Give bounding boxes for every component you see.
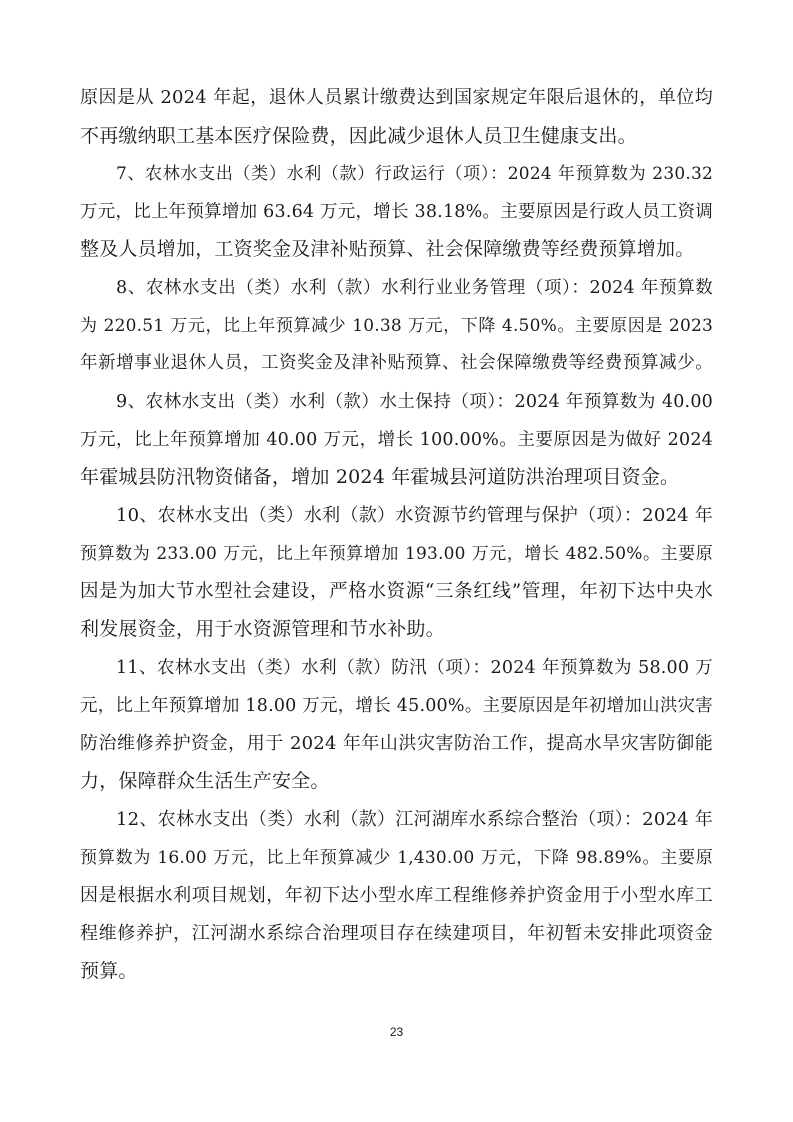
paragraph-line: 防治维修养护资金，用于 2024 年年山洪灾害防治工作，提高水旱灾害防御能 [80, 733, 713, 754]
paragraph-line: 原因是从 2024 年起，退休人员累计缴费达到国家规定年限后退休的，单位均 [80, 87, 713, 108]
page-number: 23 [389, 1025, 404, 1039]
paragraph-line: 为 220.51 万元，比上年预算减少 10.38 万元，下降 4.50%。主要原因是 2023 [80, 316, 713, 336]
paragraph-line: 年新增事业退休人员，工资奖金及津补贴预算、社会保障缴费等经费预算减少。 [80, 353, 713, 373]
paragraph-line: 预算。 [80, 960, 138, 982]
paragraph-line: 预算数为 16.00 万元，比上年预算减少 1,430.00 万元，下降 98.89%。主要原 [80, 848, 713, 868]
paragraph-line: 因是为加大节水型社会建设，严格水资源“三条红线”管理，年初下达中央水 [80, 581, 713, 602]
paragraph-line: 万元，比上年预算增加 40.00 万元，增长 100.00%。主要原因是为做好 2024 [80, 430, 713, 450]
paragraph-line: 12、农林水支出（类）水利（款）江河湖库水系综合整治（项）：2024 年 [116, 809, 713, 830]
paragraph-line: 9、农林水支出（类）水利（款）水土保持（项）：2024 年预算数为 40.00 [116, 392, 713, 412]
paragraph-line: 力，保障群众生活生产安全。 [80, 770, 330, 792]
paragraph-line: 预算数为 233.00 万元，比上年预算增加 193.00 万元，增长 482.50%。主要原 [80, 544, 713, 564]
paragraph-line: 7、农林水支出（类）水利（款）行政运行（项）：2024 年预算数为 230.32 [116, 164, 713, 184]
paragraph-line: 8、农林水支出（类）水利（款）水利行业业务管理（项）：2024 年预算数 [116, 278, 713, 298]
paragraph-line: 整及人员增加，工资奖金及津补贴预算、社会保障缴费等经费预算增加。 [80, 238, 695, 260]
paragraph-line: 万元，比上年预算增加 63.64 万元，增长 38.18%。主要原因是行政人员工资调 [80, 202, 713, 222]
paragraph-line: 10、农林水支出（类）水利（款）水资源节约管理与保护（项）：2024 年 [116, 505, 713, 526]
paragraph-line: 利发展资金，用于水资源管理和节水补助。 [80, 618, 445, 640]
paragraph-line: 元，比上年预算增加 18.00 万元，增长 45.00%。主要原因是年初增加山洪灾害 [80, 696, 713, 716]
paragraph-line: 因是根据水利项目规划，年初下达小型水库工程维修养护资金用于小型水库工 [80, 885, 713, 906]
paragraph-line: 不再缴纳职工基本医疗保险费，因此减少退休人员卫生健康支出。 [80, 125, 637, 147]
paragraph-line: 程维修养护，江河湖水系综合治理项目存在续建项目，年初暂未安排此项资金 [80, 923, 713, 944]
paragraph-line: 11、农林水支出（类）水利（款）防汛（项）：2024 年预算数为 58.00 万 [116, 658, 713, 678]
paragraph-line: 年霍城县防汛物资储备，增加 2024 年霍城县河道防洪治理项目资金。 [80, 466, 680, 488]
